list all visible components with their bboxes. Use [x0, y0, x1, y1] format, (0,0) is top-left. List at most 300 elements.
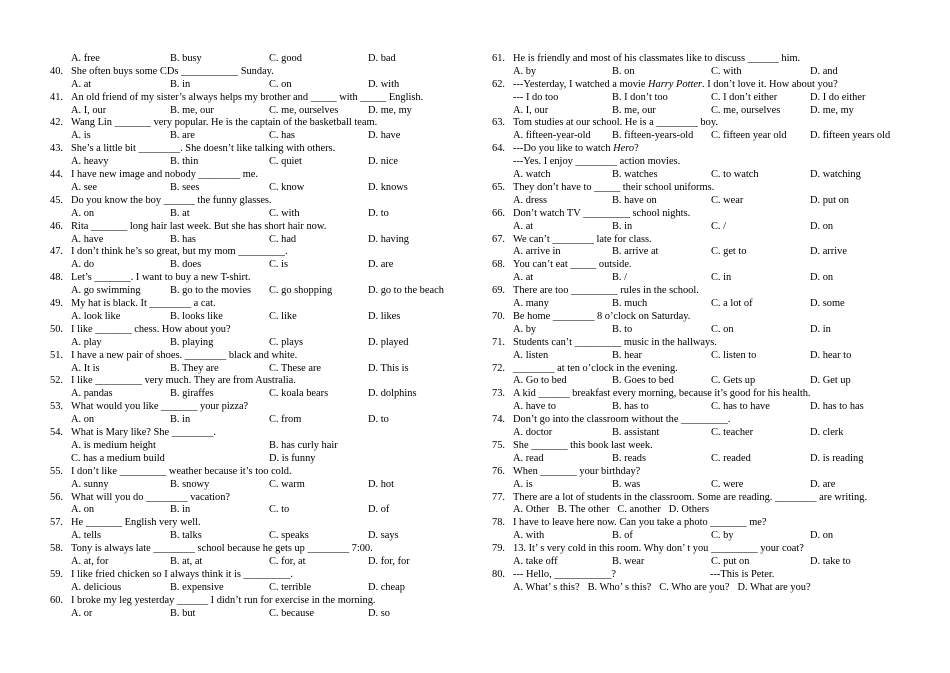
option: C. another	[617, 504, 661, 516]
option: D. of	[368, 504, 390, 516]
option: D. arrive	[810, 246, 847, 258]
question-block	[492, 79, 912, 118]
option: A. Other	[513, 504, 550, 516]
option: B. but	[170, 607, 196, 619]
option: C. put on	[711, 556, 750, 568]
option: D. cheap	[368, 581, 405, 593]
option: D. put on	[810, 194, 849, 206]
option: A. look like	[71, 310, 121, 322]
option: D. played	[368, 336, 409, 348]
question-block	[492, 53, 912, 79]
options-row	[492, 66, 912, 79]
question-stem-line	[50, 350, 470, 363]
question-number: 40.	[50, 65, 63, 77]
question-stem-line	[492, 234, 912, 247]
option: A. watch	[513, 169, 551, 181]
question-text: Wang Lin _______ very popular. He is the captain of the basketball team.	[71, 117, 378, 129]
question-text: 13. It’ s very cold in this room. Why don’ t you _________ your coat?	[513, 543, 804, 555]
question-block	[492, 388, 912, 414]
option: D. are	[368, 259, 394, 271]
question-block	[492, 440, 912, 466]
option: A. with	[513, 530, 545, 542]
option: B. me, our	[170, 104, 214, 116]
option: B. does	[170, 259, 202, 271]
option: B. I don’t too	[612, 91, 668, 103]
question-stem-line	[50, 324, 470, 337]
question-number: 46.	[50, 220, 63, 232]
question-text: What will you do ________ vacation?	[71, 491, 230, 503]
option: A. is	[513, 478, 533, 490]
question-text: Tony is always late ________ school because he gets up ________ 7:00.	[71, 543, 373, 555]
question-text: I have to leave here now. Can you take a photo _______ me?	[513, 517, 767, 529]
question-block	[50, 517, 470, 543]
option: D. hear to	[810, 349, 852, 361]
option: B. Goes to bed	[612, 375, 674, 387]
option: B. me, our	[612, 104, 656, 116]
option: C. on	[269, 78, 292, 90]
options-row	[50, 156, 470, 169]
options-row	[492, 375, 912, 388]
question-text: I broke my leg yesterday ______ I didn’t run for exercise in the morning.	[71, 594, 376, 606]
options-row	[492, 324, 912, 337]
option: C. I don’t either	[711, 91, 778, 103]
options-row	[492, 401, 912, 414]
options-row	[50, 556, 470, 569]
option: D. have	[368, 130, 401, 142]
option: A. It is	[71, 362, 100, 374]
option: B. assistant	[612, 427, 660, 439]
question-block	[50, 595, 470, 621]
question-block	[492, 492, 912, 518]
question-block	[492, 337, 912, 363]
question-stem-line	[50, 375, 470, 388]
options-row	[50, 105, 470, 118]
question-block	[50, 246, 470, 272]
options-row	[50, 608, 470, 621]
question-stem-line	[492, 466, 912, 479]
question-number: 68.	[492, 259, 505, 271]
option: B. fifteen-years-old	[612, 130, 694, 142]
options-row	[50, 259, 470, 272]
option: A. free	[71, 53, 100, 64]
option: C. terrible	[269, 581, 312, 593]
options-row	[50, 363, 470, 376]
option: B. in	[612, 220, 633, 232]
option: D. This is	[368, 362, 409, 374]
option: D. take to	[810, 556, 851, 568]
question-block	[50, 466, 470, 492]
option: C. get to	[711, 246, 747, 258]
question-block	[50, 66, 470, 92]
options-row	[492, 272, 912, 285]
question-block	[50, 569, 470, 595]
option: C. These are	[269, 362, 322, 374]
options-row	[50, 130, 470, 143]
question-text: I like _________ very much. They are from Australia.	[71, 375, 296, 387]
option: B. go to the movies	[170, 285, 252, 297]
option: A. delicious	[71, 581, 122, 593]
question-stem-line	[50, 595, 470, 608]
question-block	[50, 543, 470, 569]
option: B. They are	[170, 362, 219, 374]
option: C. me, ourselves	[711, 104, 781, 116]
option: D. on	[810, 530, 834, 542]
question-number: 53.	[50, 401, 63, 413]
option: A. fifteen-year-old	[513, 130, 591, 142]
option: C. teacher	[711, 427, 754, 439]
option: B. has	[170, 233, 196, 245]
option: A. arrive in	[513, 246, 561, 258]
question-stem-line	[50, 466, 470, 479]
option: A. have	[71, 233, 104, 245]
option: B. at	[170, 207, 190, 219]
options-row	[50, 285, 470, 298]
question-block	[50, 401, 470, 427]
question-block	[50, 427, 470, 466]
option: A. by	[513, 65, 537, 77]
option: B. arrive at	[612, 246, 659, 258]
option: C. like	[269, 310, 297, 322]
question-text: --- Hello, ___________?	[513, 568, 617, 580]
option: B. giraffes	[170, 388, 214, 400]
question-text-before: ---Do you like to watch	[513, 143, 614, 155]
question-number: 52.	[50, 375, 63, 387]
question-text: We can’t ________ late for class.	[513, 233, 652, 245]
question-text: You can’t eat _____ outside.	[513, 259, 632, 271]
question-number: 80.	[492, 568, 505, 580]
question-stem-line	[492, 569, 912, 582]
question-block	[492, 208, 912, 234]
options-row	[492, 504, 912, 517]
question-number: 64.	[492, 143, 505, 155]
question-number: 67.	[492, 233, 505, 245]
question-text: When _______ your birthday?	[513, 465, 641, 477]
option: D. clerk	[810, 427, 844, 439]
options-row	[50, 182, 470, 195]
option: A. at	[513, 220, 534, 232]
question-stem-line	[492, 440, 912, 453]
option: B. /	[612, 272, 628, 284]
question-stem-line	[50, 195, 470, 208]
question-number: 74.	[492, 414, 505, 426]
question-stem-line	[492, 492, 912, 505]
question-block	[492, 517, 912, 543]
options-row	[50, 479, 470, 492]
question-number: 61.	[492, 53, 505, 64]
question-subline	[492, 92, 912, 105]
option: A. see	[71, 181, 97, 193]
question-stem-line	[492, 363, 912, 376]
option: D. watching	[810, 169, 861, 181]
question-text: There are a lot of students in the classroom. Some are reading. ________ are writing.	[513, 491, 868, 503]
option: D. Get up	[810, 375, 851, 387]
options-row	[50, 440, 470, 453]
question-text: Students can’t _________ music in the hallways.	[513, 336, 717, 348]
option: D. fifteen years old	[810, 130, 891, 142]
option: D. to	[368, 207, 389, 219]
question-block	[50, 272, 470, 298]
option: B. in	[170, 78, 191, 90]
question-text: What is Mary like? She ________.	[71, 427, 216, 439]
question-text: I have a new pair of shoes. ________ black and white.	[71, 349, 298, 361]
question-text: What would you like _______ your pizza?	[71, 401, 249, 413]
option: C. with	[711, 65, 742, 77]
options-row	[492, 350, 912, 363]
option: D. and	[810, 65, 838, 77]
option: A. on	[71, 504, 95, 516]
question-number: 58.	[50, 543, 63, 555]
option: B. Who’ s this?	[587, 581, 652, 593]
option: D. hot	[368, 478, 394, 490]
option: B. wear	[612, 556, 645, 568]
question-block	[492, 569, 912, 595]
question-text-before: ---Yesterday, I watched a movie	[513, 78, 649, 90]
options-row	[50, 504, 470, 517]
question-text: He _______ English very well.	[71, 517, 201, 529]
option: B. in	[170, 504, 191, 516]
question-text: Don’t go into the classroom without the _________.	[513, 414, 731, 426]
question-block	[492, 117, 912, 143]
question-block	[492, 234, 912, 260]
option: C. a lot of	[711, 298, 753, 310]
question-number: 71.	[492, 336, 505, 348]
question-number: 42.	[50, 117, 63, 129]
option: C. were	[711, 478, 744, 490]
option: C. plays	[269, 336, 304, 348]
question-block	[50, 324, 470, 350]
option: B. playing	[170, 336, 214, 348]
option: A. do	[71, 259, 95, 271]
question-text	[513, 79, 912, 92]
question-block	[492, 259, 912, 285]
movie-title: Harry Potter	[648, 78, 702, 90]
question-number: 47.	[50, 246, 63, 258]
options-row	[492, 221, 912, 234]
option: D. for, for	[368, 556, 410, 568]
question-number: 55.	[50, 465, 63, 477]
question-text: A kid ______ breakfast every morning, because it’s good for his health.	[513, 388, 811, 400]
option: C. from	[269, 414, 302, 426]
question-number: 45.	[50, 194, 63, 206]
option: C. is	[269, 259, 289, 271]
question-block	[492, 143, 912, 182]
option: D. knows	[368, 181, 408, 193]
option: D. in	[810, 323, 831, 335]
question-number: 60.	[50, 594, 63, 606]
question-number: 77.	[492, 491, 505, 503]
question-block	[492, 466, 912, 492]
option: C. fifteen year old	[711, 130, 787, 142]
option: B. of	[612, 530, 633, 542]
question-stem-line	[492, 311, 912, 324]
options-row	[492, 246, 912, 259]
question-stem-line	[492, 285, 912, 298]
option: A. tells	[71, 530, 102, 542]
option: D. nice	[368, 156, 399, 168]
option: C. koala bears	[269, 388, 329, 400]
option: B. reads	[612, 452, 647, 464]
question-number: 73.	[492, 388, 505, 400]
option: B. thin	[170, 156, 199, 168]
question-number: 41.	[50, 91, 63, 103]
option: C. to watch	[711, 169, 759, 181]
option: C. warm	[269, 478, 305, 490]
question-stem-line	[492, 53, 912, 66]
question-number: 70.	[492, 310, 505, 322]
option: B. The other	[557, 504, 610, 516]
options-row	[492, 105, 912, 118]
option: C. wear	[711, 194, 744, 206]
option: A. doctor	[513, 427, 553, 439]
option: A. at	[71, 78, 92, 90]
option: D. having	[368, 233, 409, 245]
options-row	[50, 414, 470, 427]
question-stem-line	[492, 517, 912, 530]
question-number: 51.	[50, 349, 63, 361]
question-number: 54.	[50, 427, 63, 439]
question-stem-line	[492, 259, 912, 272]
option: D. What are you?	[737, 581, 811, 593]
question-text: She’s a little bit ________. She doesn’t like talking with others.	[71, 143, 336, 155]
option: B. was	[612, 478, 641, 490]
option: C. has	[269, 130, 295, 142]
question-number: 78.	[492, 517, 505, 529]
question-number: 65.	[492, 181, 505, 193]
subline-text: --- I do too	[513, 91, 559, 103]
option: B. are	[170, 130, 195, 142]
options-row	[492, 130, 912, 143]
question-text: Don’t watch TV _________ school nights.	[513, 207, 691, 219]
option: C. readed	[711, 452, 751, 464]
option: A. listen	[513, 349, 549, 361]
question-text: An old friend of my sister’s always helps my brother and _____ with _____ English.	[71, 91, 424, 103]
option: D. bad	[368, 53, 396, 64]
question-stem-line	[50, 298, 470, 311]
option: D. likes	[368, 310, 401, 322]
option: A. play	[71, 336, 102, 348]
option: C. in	[711, 272, 732, 284]
option: A. on	[71, 207, 95, 219]
option: B. to	[612, 323, 633, 335]
question-stem-line	[50, 569, 470, 582]
question-number: 59.	[50, 568, 63, 580]
question-text: Do you know the boy ______ the funny glasses.	[71, 194, 272, 206]
question-stem-line	[492, 182, 912, 195]
question-text: I have new image and nobody ________ me.	[71, 169, 258, 181]
option: D. is funny	[269, 452, 316, 464]
option: C. quiet	[269, 156, 302, 168]
option: C. listen to	[711, 349, 757, 361]
options-row	[492, 169, 912, 182]
option: B. expensive	[170, 581, 224, 593]
options-row	[492, 582, 912, 595]
option: D. dolphins	[368, 388, 417, 400]
question-stem-line	[50, 66, 470, 79]
options-row	[50, 208, 470, 221]
question-number: 75.	[492, 439, 505, 451]
question-stem-line	[50, 272, 470, 285]
option: B. looks like	[170, 310, 223, 322]
question-text: Let’s _______. I want to buy a new T-shirt.	[71, 272, 251, 284]
question-block	[50, 53, 470, 66]
question-number: 79.	[492, 543, 505, 555]
option: C. with	[269, 207, 300, 219]
question-block	[50, 92, 470, 118]
question-block	[50, 350, 470, 376]
options-row	[492, 530, 912, 543]
option: B. sees	[170, 181, 200, 193]
option: D. says	[368, 530, 399, 542]
question-stem-line	[492, 337, 912, 350]
question-block	[492, 543, 912, 569]
question-block	[50, 195, 470, 221]
option: C. because	[269, 607, 315, 619]
option: A. is medium height	[71, 439, 156, 451]
option: B. talks	[170, 530, 202, 542]
option: C. know	[269, 181, 305, 193]
question-number: 62.	[492, 78, 505, 90]
question-text: She often buys some CDs ___________ Sunday.	[71, 65, 274, 77]
option: A. by	[513, 323, 537, 335]
question-block	[492, 363, 912, 389]
question-block	[492, 285, 912, 311]
option: D. with	[368, 78, 400, 90]
option: B. has curly hair	[269, 439, 338, 451]
question-text: Tom studies at our school. He is a ________ boy.	[513, 117, 718, 129]
option: C. me, ourselves	[269, 104, 339, 116]
option: C. good	[269, 53, 302, 64]
options-row	[50, 582, 470, 595]
question-block	[50, 117, 470, 143]
option: D. to	[368, 414, 389, 426]
option: C. had	[269, 233, 297, 245]
option: D. go to the beach	[368, 285, 444, 297]
option: A. on	[71, 414, 95, 426]
question-text	[513, 143, 912, 156]
option: A. pandas	[71, 388, 113, 400]
question-block	[50, 143, 470, 169]
right-column	[492, 53, 912, 595]
question-number: 76.	[492, 465, 505, 477]
question-number: 49.	[50, 298, 63, 310]
question-text-after: . I don’t love it. How about you?	[702, 78, 838, 90]
options-row	[50, 388, 470, 401]
option: A. I, our	[71, 104, 107, 116]
option: D. on	[810, 272, 834, 284]
question-number: 63.	[492, 117, 505, 129]
question-text: She _______ this book last week.	[513, 439, 653, 451]
question-stem-line	[492, 79, 912, 92]
option: A. read	[513, 452, 544, 464]
question-text-after: ?	[634, 143, 639, 155]
option: C. /	[711, 220, 727, 232]
option: A. at	[513, 272, 534, 284]
options-row	[50, 234, 470, 247]
option: C. on	[711, 323, 734, 335]
question-stem-line	[50, 492, 470, 505]
option: D. on	[810, 220, 834, 232]
question-stem-line	[492, 543, 912, 556]
option: D. has to has	[810, 401, 864, 413]
question-number: 56.	[50, 491, 63, 503]
option: A. have to	[513, 401, 556, 413]
options-row	[50, 337, 470, 350]
option: D. Others	[668, 504, 710, 516]
question-stem-line	[492, 388, 912, 401]
question-block	[50, 298, 470, 324]
option: C. Gets up	[711, 375, 756, 387]
question-text: Rita _______ long hair last week. But she has short hair now.	[71, 220, 327, 232]
